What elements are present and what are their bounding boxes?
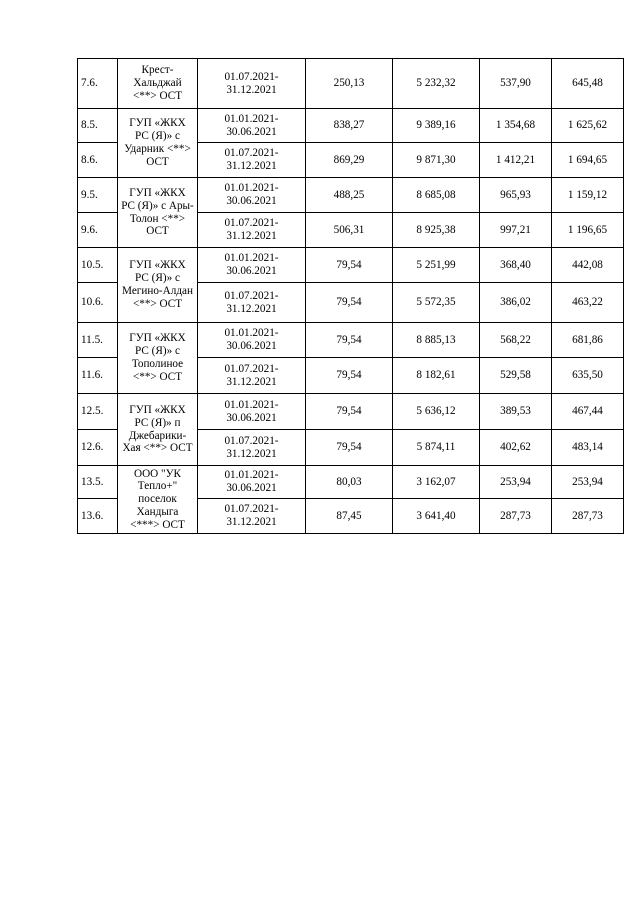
row-number: 13.6.: [78, 499, 118, 534]
table-row: [78, 248, 624, 283]
value-cell-4: 467,44: [552, 394, 624, 430]
row-number: 7.6.: [78, 59, 118, 109]
row-number: 13.5.: [78, 466, 118, 499]
value-cell-3: 529,58: [480, 358, 552, 394]
value-cell-2: 8 885,13: [393, 323, 480, 358]
value-cell-1: 488,25: [306, 178, 393, 213]
organization-cell: Крест-Хальджай <**> ОСТ: [118, 59, 198, 109]
value-cell-3: 537,90: [480, 59, 552, 109]
tariff-table: [77, 58, 624, 534]
period-cell: 01.07.2021-31.12.2021: [198, 213, 306, 248]
row-number: 10.5.: [78, 248, 118, 283]
period-cell: 01.01.2021-30.06.2021: [198, 466, 306, 499]
value-cell-4: 1 694,65: [552, 143, 624, 178]
period-cell: 01.07.2021-31.12.2021: [198, 358, 306, 394]
value-cell-2: 5 636,12: [393, 394, 480, 430]
value-cell-4: 681,86: [552, 323, 624, 358]
value-cell-1: 79,54: [306, 430, 393, 466]
value-cell-4: 635,50: [552, 358, 624, 394]
row-number: 8.6.: [78, 143, 118, 178]
value-cell-1: 79,54: [306, 358, 393, 394]
period-cell: 01.01.2021-30.06.2021: [198, 394, 306, 430]
value-cell-4: 463,22: [552, 283, 624, 323]
value-cell-2: 3 641,40: [393, 499, 480, 534]
organization-cell: ГУП «ЖКХ РС (Я)» с Ары-Толон <**> ОСТ: [118, 178, 198, 248]
value-cell-2: 8 182,61: [393, 358, 480, 394]
period-cell: 01.01.2021-30.06.2021: [198, 109, 306, 143]
table-row: [78, 394, 624, 430]
row-number: 9.6.: [78, 213, 118, 248]
value-cell-2: 5 251,99: [393, 248, 480, 283]
row-number: 8.5.: [78, 109, 118, 143]
value-cell-1: 87,45: [306, 499, 393, 534]
period-cell: 01.07.2021-31.12.2021: [198, 143, 306, 178]
value-cell-4: 442,08: [552, 248, 624, 283]
period-cell: 01.01.2021-30.06.2021: [198, 323, 306, 358]
period-cell: 01.07.2021-31.12.2021: [198, 430, 306, 466]
value-cell-2: 8 925,38: [393, 213, 480, 248]
table-row: [78, 178, 624, 213]
row-number: 12.6.: [78, 430, 118, 466]
value-cell-2: 9 871,30: [393, 143, 480, 178]
table-row: [78, 466, 624, 499]
value-cell-3: 386,02: [480, 283, 552, 323]
organization-cell: ООО "УК Тепло+" поселок Хандыга <***> ОСТ: [118, 466, 198, 534]
value-cell-3: 253,94: [480, 466, 552, 499]
table-row: [78, 109, 624, 143]
period-cell: 01.07.2021-31.12.2021: [198, 59, 306, 109]
value-cell-3: 389,53: [480, 394, 552, 430]
value-cell-2: 3 162,07: [393, 466, 480, 499]
value-cell-1: 869,29: [306, 143, 393, 178]
value-cell-1: 838,27: [306, 109, 393, 143]
value-cell-3: 368,40: [480, 248, 552, 283]
value-cell-2: 5 232,32: [393, 59, 480, 109]
value-cell-1: 506,31: [306, 213, 393, 248]
value-cell-1: 79,54: [306, 283, 393, 323]
value-cell-3: 965,93: [480, 178, 552, 213]
value-cell-1: 250,13: [306, 59, 393, 109]
period-cell: 01.01.2021-30.06.2021: [198, 248, 306, 283]
value-cell-4: 253,94: [552, 466, 624, 499]
organization-cell: ГУП «ЖКХ РС (Я)» с Мегино-Алдан <**> ОСТ: [118, 248, 198, 323]
value-cell-4: 483,14: [552, 430, 624, 466]
tariff-table-body: [78, 59, 624, 534]
value-cell-1: 79,54: [306, 394, 393, 430]
row-number: 10.6.: [78, 283, 118, 323]
value-cell-2: 5 874,11: [393, 430, 480, 466]
period-cell: 01.01.2021-30.06.2021: [198, 178, 306, 213]
value-cell-3: 997,21: [480, 213, 552, 248]
value-cell-2: 5 572,35: [393, 283, 480, 323]
value-cell-4: 287,73: [552, 499, 624, 534]
period-cell: 01.07.2021-31.12.2021: [198, 499, 306, 534]
row-number: 11.5.: [78, 323, 118, 358]
value-cell-2: 8 685,08: [393, 178, 480, 213]
value-cell-3: 287,73: [480, 499, 552, 534]
row-number: 11.6.: [78, 358, 118, 394]
row-number: 12.5.: [78, 394, 118, 430]
value-cell-1: 79,54: [306, 323, 393, 358]
value-cell-3: 402,62: [480, 430, 552, 466]
value-cell-4: 1 196,65: [552, 213, 624, 248]
value-cell-4: 1 625,62: [552, 109, 624, 143]
value-cell-2: 9 389,16: [393, 109, 480, 143]
value-cell-1: 80,03: [306, 466, 393, 499]
value-cell-4: 645,48: [552, 59, 624, 109]
period-cell: 01.07.2021-31.12.2021: [198, 283, 306, 323]
table-row: [78, 59, 624, 109]
organization-cell: ГУП «ЖКХ РС (Я)» п Джебарики-Хая <**> ОСТ: [118, 394, 198, 466]
value-cell-4: 1 159,12: [552, 178, 624, 213]
organization-cell: ГУП «ЖКХ РС (Я)» с Ударник <**> ОСТ: [118, 109, 198, 178]
row-number: 9.5.: [78, 178, 118, 213]
table-row: [78, 323, 624, 358]
organization-cell: ГУП «ЖКХ РС (Я)» с Тополиное <**> ОСТ: [118, 323, 198, 394]
value-cell-3: 568,22: [480, 323, 552, 358]
value-cell-3: 1 412,21: [480, 143, 552, 178]
value-cell-3: 1 354,68: [480, 109, 552, 143]
value-cell-1: 79,54: [306, 248, 393, 283]
